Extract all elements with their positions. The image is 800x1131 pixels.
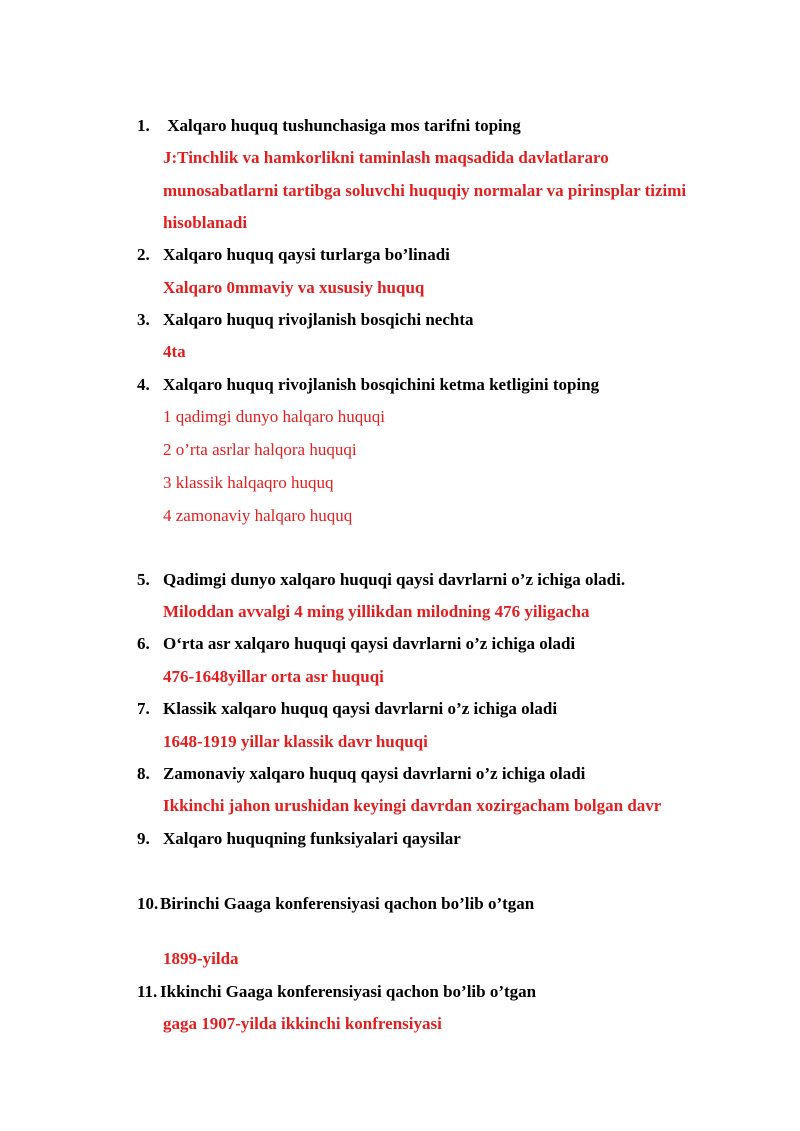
question-text: Xalqaro huquq rivojlanish bosqichi nechta <box>163 310 474 329</box>
answer-line: Miloddan avvalgi 4 ming yillikdan milodning 476 yiligacha <box>163 602 590 621</box>
answer-line: 4 zamonaviy halqaro huquq <box>163 506 353 525</box>
question-number: 11. <box>137 982 158 1001</box>
answer-line: 1 qadimgi dunyo halqaro huquqi <box>163 407 385 426</box>
question-text: Xalqaro huquq qaysi turlarga bo’linadi <box>163 245 450 264</box>
answer-line: 3 klassik halqaqro huquq <box>163 473 334 492</box>
answer-line: J:Tinchlik va hamkorlikni taminlash maqsadida davlatlararo <box>163 148 609 167</box>
question-number: 4. <box>137 375 150 394</box>
question-text: O‘rta asr xalqaro huquqi qaysi davrlarni o’z ichiga oladi <box>163 634 576 653</box>
question-text: Klassik xalqaro huquq qaysi davrlarni o’z ichiga oladi <box>163 699 558 718</box>
question-text: Zamonaviy xalqaro huquq qaysi davrlarni o’z ichiga oladi <box>163 764 586 783</box>
question-text: Xalqaro huquq rivojlanish bosqichini ketma ketligini toping <box>163 375 600 394</box>
answer-line: munosabatlarni tartibga soluvchi huquqiy normalar va pirinsplar tizimi <box>163 181 687 200</box>
question-number: 1. <box>137 116 150 135</box>
answer-line: hisoblanadi <box>163 213 248 232</box>
question-text: Xalqaro huquq tushunchasiga mos tarifni toping <box>163 116 521 135</box>
question-number: 10. <box>137 894 159 913</box>
question-number: 5. <box>137 570 150 589</box>
question-text: Qadimgi dunyo xalqaro huquqi qaysi davrlarni o’z ichiga oladi. <box>163 570 626 589</box>
question-number: 8. <box>137 764 150 783</box>
question-number: 2. <box>137 245 150 264</box>
question-number: 6. <box>137 634 150 653</box>
question-number: 9. <box>137 829 150 848</box>
answer-line: 1648-1919 yillar klassik davr huquqi <box>163 732 428 751</box>
answer-line: Xalqaro 0mmaviy va xususiy huquq <box>163 278 425 297</box>
answer-line: 1899-yilda <box>163 949 239 968</box>
question-number: 3. <box>137 310 150 329</box>
answer-line: Ikkinchi jahon urushidan keyingi davrdan xozirgacham bolgan davr <box>163 796 662 815</box>
answer-line: 2 o’rta asrlar halqora huquqi <box>163 440 357 459</box>
answer-line: gaga 1907-yilda ikkinchi konfrensiyasi <box>163 1014 442 1033</box>
answer-line: 4ta <box>163 342 186 361</box>
question-text: Birinchi Gaaga konferensiyasi qachon bo’lib o’tgan <box>160 894 535 913</box>
question-text: Xalqaro huquqning funksiyalari qaysilar <box>163 829 461 848</box>
answer-line: 476-1648yillar orta asr huquqi <box>163 667 384 686</box>
question-text: Ikkinchi Gaaga konferensiyasi qachon bo’lib o’tgan <box>160 982 537 1001</box>
question-number: 7. <box>137 699 150 718</box>
